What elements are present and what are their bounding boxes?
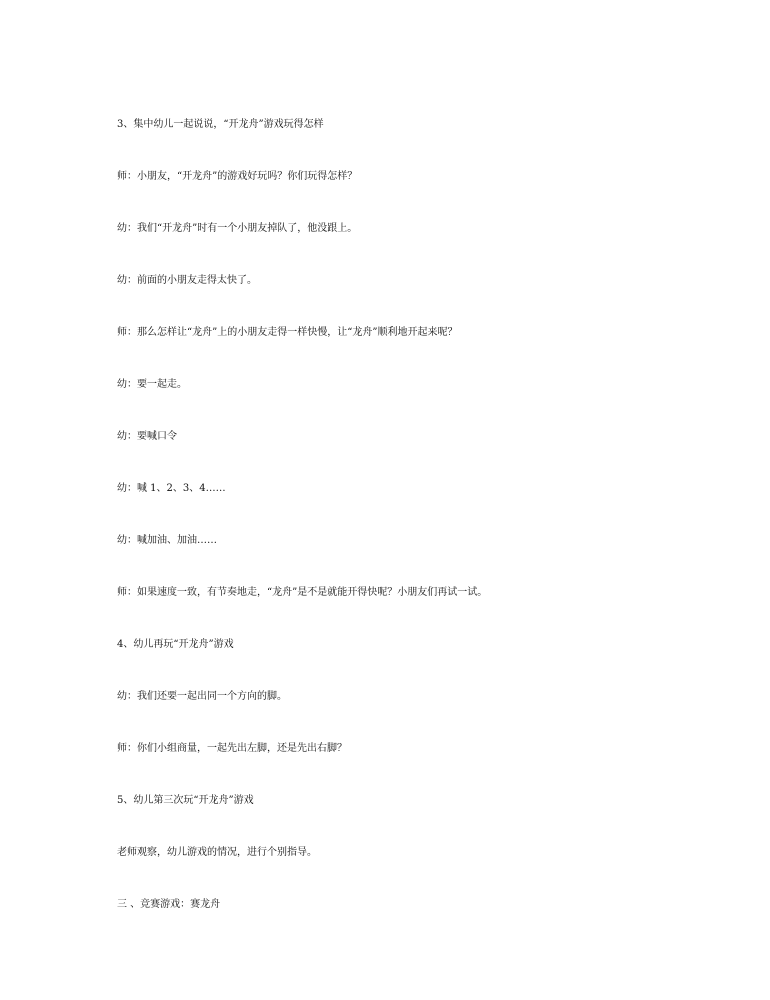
dialogue-line: 幼：我们还要一起出同一个方向的脚。 — [117, 691, 287, 702]
dialogue-line: 幼：喊 1、2、3、4…… — [117, 483, 226, 494]
dialogue-line: 幼：要喊口令 — [117, 431, 177, 442]
dialogue-line: 幼：喊加油、加油…… — [117, 535, 217, 546]
dialogue-line: 师：如果速度一致，有节奏地走，“龙舟”是不是就能开得快呢？小朋友们再试一试。 — [117, 587, 488, 598]
section-heading-5: 5、幼儿第三次玩“开龙舟”游戏 — [117, 795, 254, 806]
section-heading-4: 4、幼儿再玩“开龙舟”游戏 — [117, 639, 234, 650]
section-heading-part-3: 三 、竞赛游戏：赛龙舟 — [117, 899, 221, 910]
dialogue-line: 师：你们小组商量，一起先出左脚，还是先出右脚？ — [117, 743, 347, 754]
body-paragraph: 老师观察，幼儿游戏的情况，进行个别指导。 — [117, 847, 317, 858]
section-heading-3: 3、集中幼儿一起说说，“开龙舟”游戏玩得怎样 — [117, 119, 324, 130]
dialogue-line: 幼：我们“开龙舟”时有一个小朋友掉队了，他没跟上。 — [117, 223, 358, 234]
dialogue-line: 幼：要一起走。 — [117, 379, 187, 390]
dialogue-line: 师：那么怎样让“龙舟”上的小朋友走得一样快慢，让“龙舟”顺利地开起来呢？ — [117, 327, 458, 338]
dialogue-line: 师：小朋友，“开龙舟”的游戏好玩吗？你们玩得怎样？ — [117, 171, 358, 182]
dialogue-line: 幼：前面的小朋友走得太快了。 — [117, 275, 257, 286]
